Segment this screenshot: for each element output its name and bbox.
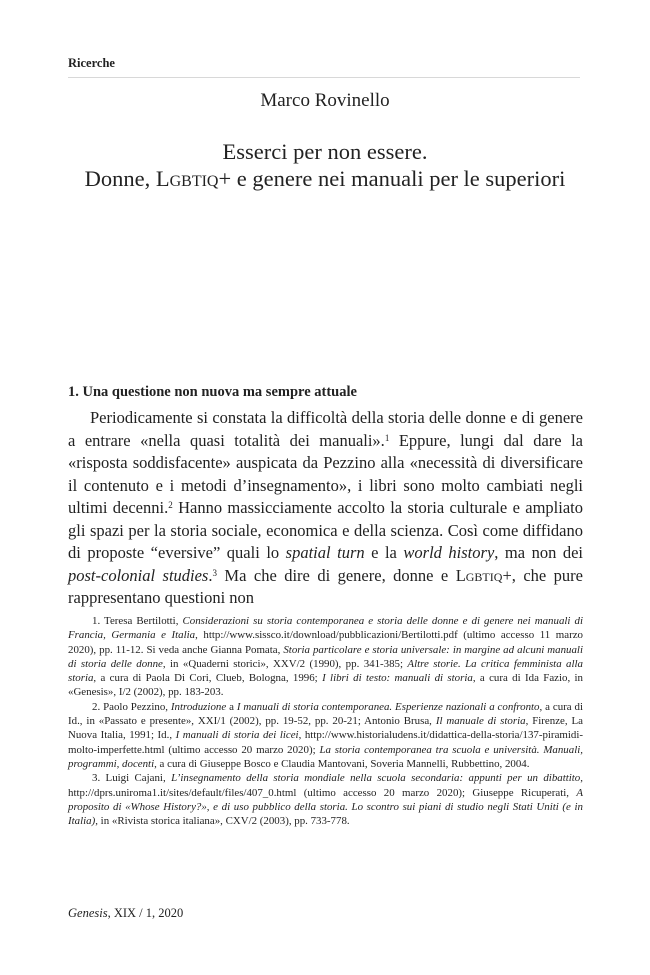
body-acronym: Lgbtiq [455, 565, 503, 585]
footnote-italic: Considerazioni su storia contemporanea e storia delle donne e di genere nei manuali di Francia, Germania e Italia [68, 615, 583, 642]
footnote-italic: La storia contemporanea tra scuola e università. Manuali, programmi, docenti [68, 743, 583, 770]
body-text: Periodicamente si constata la difficoltà della storia delle donne e di genere a entrare «nella quasi totalità dei manuali». [68, 408, 583, 450]
footnote-ref-1: 1 [384, 432, 390, 443]
body-italic: post-colonial studies [68, 565, 209, 585]
section-heading: 1. Una questione non nuova ma sempre attuale [68, 384, 357, 400]
footnote-text: , a cura di Ida Fazio, in «Genesis», I/2 (2002), pp. 183-203. [68, 672, 584, 699]
body-text: Eppure, lungi dal dare la «risposta soddisfacente» auspicata da Pezzino alla «necessità di diversificare il contenuto e i metodi d’insegnamento», i libri sono molto cambiati negli ultimi decenni. [68, 430, 583, 517]
footnote-text: 2. Paolo Pezzino, [92, 700, 171, 713]
body-text: . [208, 565, 213, 585]
footnote-text: , Firenze, La Nuova Italia, 1991; Id., [68, 715, 583, 742]
footnote-1 [68, 614, 583, 700]
footnote-italic: I manuali di storia contemporanea. Esperienze nazionali a confronto [236, 700, 540, 713]
body-text: , ma non dei [494, 543, 583, 562]
footnote-3 [68, 771, 583, 828]
footnote-text: , a cura di Giuseppe Bosco e Claudia Mantovani, Soveria Mannelli, Rubbettino, 2004. [154, 757, 530, 770]
footnote-text: , a cura di Id., in «Passato e presente», XXI/1 (2002), pp. 19-52, pp. 20-21; Antonio Brusa, [68, 700, 584, 728]
body-paragraph [68, 407, 583, 610]
page-footer [68, 906, 183, 921]
body-text: e la [364, 543, 404, 562]
journal-issue: , XIX / 1, 2020 [107, 906, 184, 920]
footnote-text: a [226, 700, 237, 713]
footnotes [68, 614, 583, 828]
article-title [0, 138, 650, 192]
footnote-2 [68, 700, 583, 771]
body-italic: world history [403, 543, 495, 562]
footnote-text: 3. Luigi Cajani, [92, 772, 172, 785]
footnote-italic: I libri di testo: manuali di storia [322, 672, 473, 685]
title-line-2 [0, 165, 650, 192]
footnote-italic: I manuali di storia dei licei [175, 729, 299, 742]
body-text: Hanno massicciamente accolto la storia culturale e ampliato gli spazi per la storia sociale, economica e della scienza. Così come diffidano di proposte “eversive” quali lo [68, 498, 583, 562]
title-text-before: Donne, [84, 166, 156, 191]
body-text: +, che pure rappresentano questioni non [68, 565, 583, 607]
footnote-ref-3: 3 [212, 567, 217, 578]
title-acronym: Lgbtiq [155, 166, 219, 191]
footnote-text: , in «Rivista storica italiana», CXV/2 (2003), pp. 733-778. [95, 815, 350, 828]
footnote-text: , http://dprs.uniroma1.it/sites/default/files/407_0.html (ultimo accesso 20 marzo 2020); Giuseppe Ricuperati, [68, 772, 583, 799]
footnote-ref-2: 2 [168, 500, 173, 510]
footnote-text: , http://www.historialudens.it/didattica-della-storia/137-piramidi-molto-imperfette.html (ultimo accesso 20 marzo 2020); [68, 729, 583, 756]
footnote-text: 1. Teresa Bertilotti, [92, 615, 183, 627]
journal-name: Genesis [68, 906, 108, 920]
footnote-text: , in «Quaderni storici», XXV/2 (1990), pp. 341-385; [162, 657, 408, 670]
title-text-after: + e genere nei manuali per le superiori [218, 166, 566, 191]
body-italic: spatial turn [285, 543, 365, 562]
footnote-italic: L’insegnamento della storia mondiale nella scuola secondaria: appunti per un dibattito [171, 772, 581, 785]
running-head: Ricerche [68, 56, 580, 78]
footnote-italic: Storia particolare e storia universale: in margine ad alcuni manuali di storia delle donne [68, 643, 583, 670]
footnote-text: , a cura di Paola Di Cori, Clueb, Bologna, 1996; [93, 672, 323, 685]
title-line-1: Esserci per non essere. [222, 139, 428, 164]
footnote-italic: Introduzione [170, 700, 227, 713]
footnote-italic: Il manuale di storia [435, 715, 526, 728]
body-text: Ma che dire di genere, donne e [216, 565, 456, 585]
footnote-italic: A proposito di «Whose History?», e di uso pubblico della storia. Lo scontro sui piani di studio negli Stati Uniti (e in Italia) [68, 786, 583, 828]
article-author: Marco Rovinello [260, 90, 390, 111]
footnote-italic: Altre storie. La critica femminista alla storia [68, 657, 584, 685]
footnote-text: , http://www.sissco.it/download/pubblicazioni/Bertilotti.pdf (ultimo accesso 11 marzo 2020), pp. 11-12. Si veda anche Gianna Pomata, [68, 629, 583, 656]
